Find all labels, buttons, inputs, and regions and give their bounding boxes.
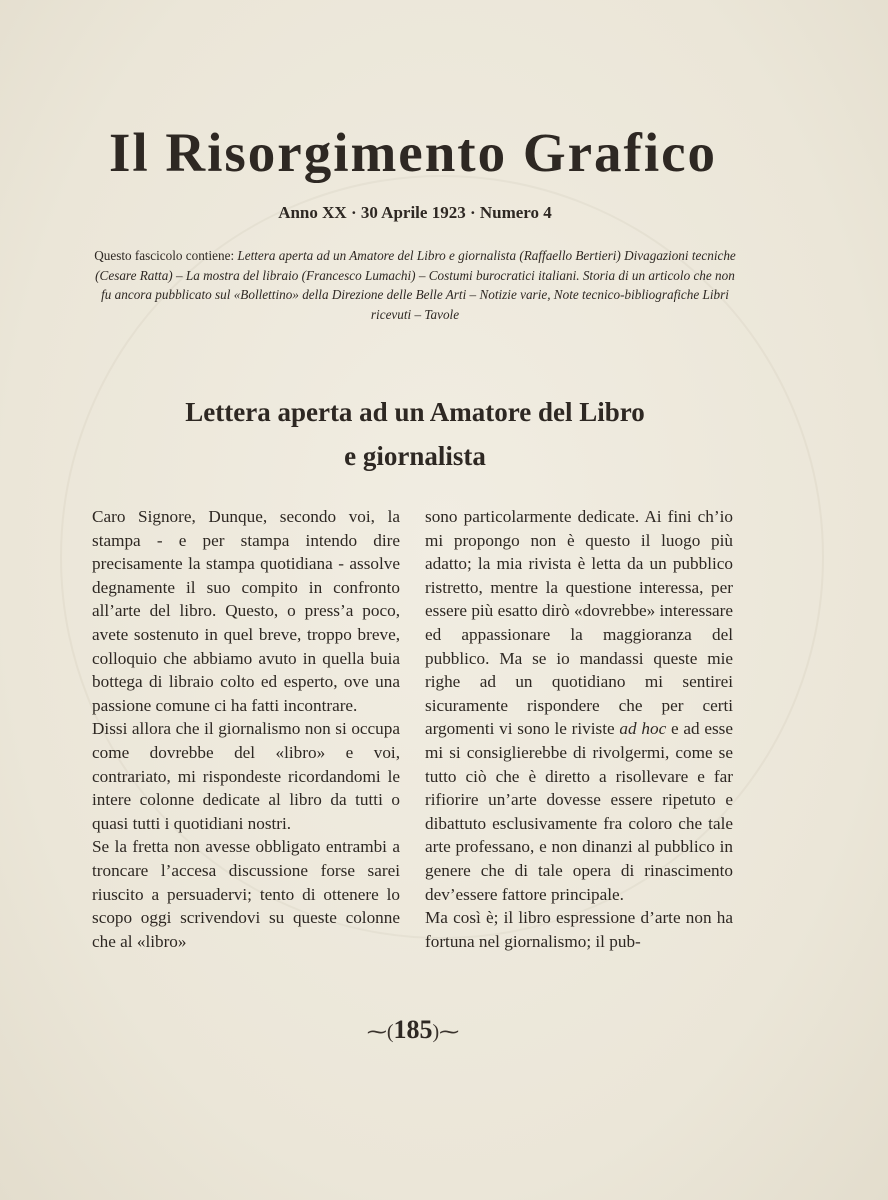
paragraph-emphasis: ad hoc [619, 719, 667, 739]
journal-title: Il Risorgimento Grafico [108, 122, 718, 183]
contents-items: Lettera aperta ad un Amatore del Libro e giornalista (Raffaello Bertieri) Divagazioni tecniche (Cesare Ratta) – La mostra del libraio (Francesco Lumachi) – Costumi burocratici italiani. Storia di un articolo che non fu ancora pubblicato sul «Bollettino» della Direzione delle Belle Arti – Notizie varie, Note tecnico-bibliografiche Libri ricevuti – Tavole [95, 248, 736, 322]
page-number [0, 1012, 826, 1050]
ornament-right: )⁓ [432, 1021, 460, 1043]
paragraph: Dissi allora che il giornalismo non si occupa come dovrebbe del «libro» e voi, contrariato, mi rispondeste ricordandomi le intere colonne dedicate al libro da tutti o quasi tutti i quotidiani nostri. [92, 719, 400, 833]
paragraph: Ma così è; il libro espressione d’arte non ha fortuna nel giornalismo; il pub- [425, 908, 733, 951]
article-title-line2: e giornalista [344, 441, 486, 471]
ornament-left: ⁓( [366, 1021, 394, 1043]
page-number-value: 185 [393, 1015, 433, 1044]
paragraph-text: sono particolarmente dedicate. Ai fini ch’io mi propongo non è questo il luogo più adatto; la mia rivista è letta da un pubblico ristretto, mentre la questione interessa, per essere più esatto dirò «dovrebbe» interessare ed appassionare la maggioranza del pubblico. Ma se io mandassi queste mie righe ad un quotidiano mi sentirei sicuramente rispondere che per certi argomenti vi sono le riviste [425, 507, 733, 739]
contents-intro: Questo fascicolo contiene: [94, 248, 235, 263]
contents-summary [92, 246, 738, 324]
paragraph [425, 505, 733, 906]
right-column [425, 505, 733, 953]
paragraph: Se la fretta non avesse obbligato entrambi a troncare l’accesa discussione forse sarei riuscito a persuadervi; tento di ottenere lo scopo oggi scrivendovi su queste colonne che al «libro» [92, 837, 400, 951]
article-title-line1: Lettera aperta ad un Amatore del Libro [185, 397, 645, 427]
paragraph: Caro Signore, Dunque, secondo voi, la stampa - e per stampa intendo dire precisamente la stampa quotidiana - assolve degnamente il suo compito in confronto all’arte del libro. Questo, o press’a poco, avete sostenuto in quel breve, troppo breve, colloquio che abbiamo avuto in quella buia bottega di libraio colto ed esperto, ove una passione comune ci ha fatti incontrare. [92, 507, 400, 715]
paragraph-text: e ad esse mi si consiglierebbe di rivolgermi, come se tutto ciò che è diretto a risollevare e far rifiorire un’arte dovesse essere ripetuto e dibattuto esclusivamente fra coloro che tale arte professano, e non dinanzi al pubblico in genere che di tale opera di rinascimento dev’essere fattore principale. [425, 719, 733, 904]
issue-line: Anno XX · 30 Aprile 1923 · Numero 4 [278, 203, 552, 222]
article-title [92, 390, 738, 478]
left-column [92, 505, 400, 953]
